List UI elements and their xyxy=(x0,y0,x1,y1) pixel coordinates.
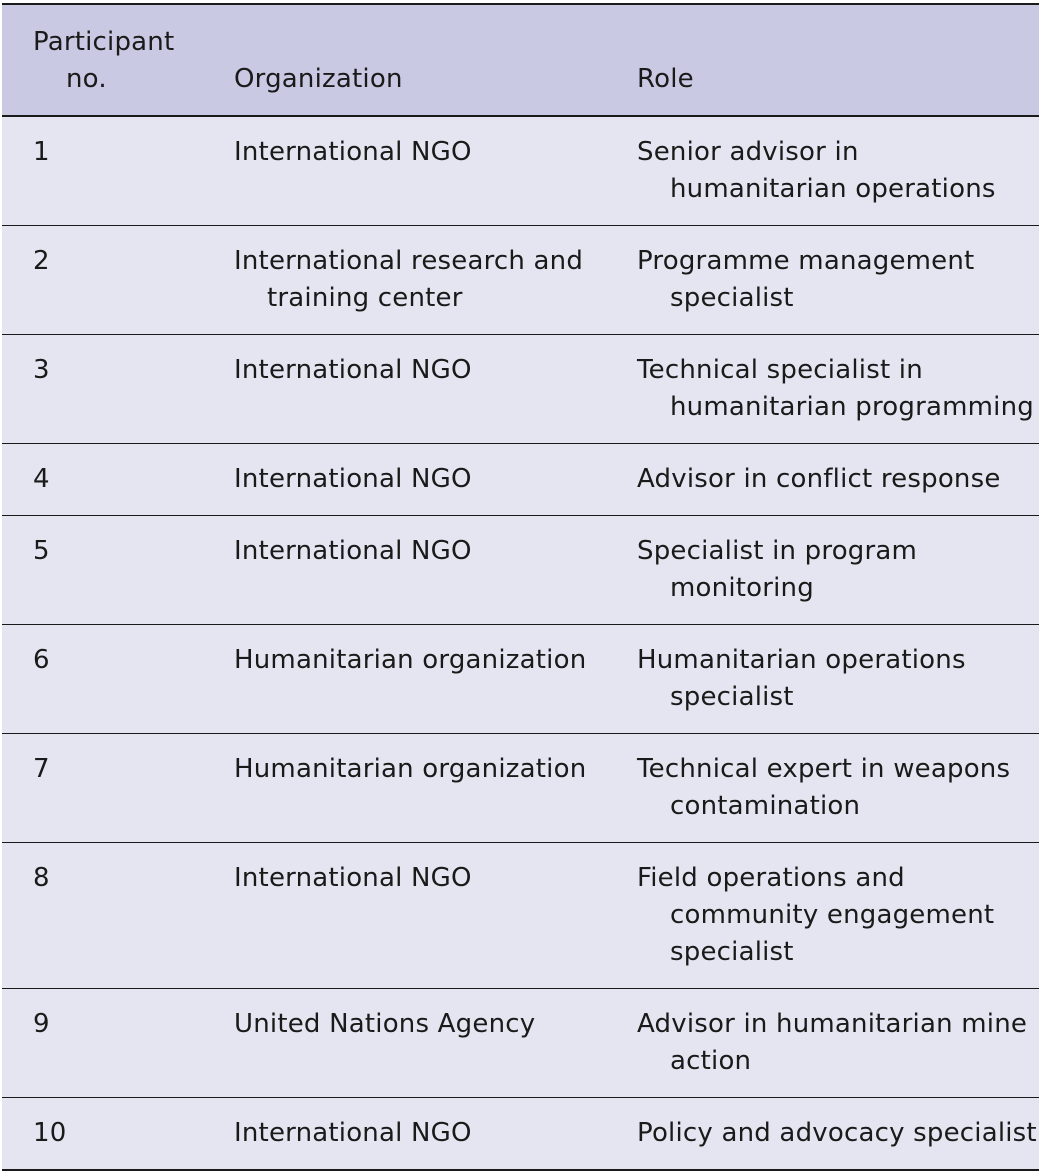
table-header xyxy=(2,4,1039,116)
participant-no-cell xyxy=(2,335,202,444)
organization-cell xyxy=(202,226,604,335)
participant-no: 7 xyxy=(33,754,50,784)
participant-no-cell xyxy=(2,116,202,226)
header-row xyxy=(2,4,1039,116)
participant-no-cell xyxy=(2,625,202,734)
role: Technical expert in weapons contamination xyxy=(637,754,1011,821)
participant-no-cell xyxy=(2,843,202,989)
organization-cell xyxy=(202,116,604,226)
header-organization-label: Organization xyxy=(234,64,403,94)
organization: International NGO xyxy=(234,137,472,167)
participant-no: 9 xyxy=(33,1009,50,1039)
participant-no: 8 xyxy=(33,863,50,893)
role-cell xyxy=(604,335,1039,444)
organization: International NGO xyxy=(234,355,472,385)
role: Senior advisor in humanitarian operations xyxy=(637,137,996,204)
participant-no: 6 xyxy=(33,645,50,675)
participant-no-cell xyxy=(2,989,202,1098)
role-cell xyxy=(604,1098,1039,1171)
role-cell xyxy=(604,734,1039,843)
organization: Humanitarian organization xyxy=(234,754,587,784)
table-row xyxy=(2,444,1039,516)
participant-no: 5 xyxy=(33,536,50,566)
organization: International NGO xyxy=(234,464,472,494)
organization: United Nations Agency xyxy=(234,1009,536,1039)
organization-cell xyxy=(202,734,604,843)
role: Specialist in program monitoring xyxy=(637,536,918,603)
role: Technical specialist in humanitarian programming xyxy=(637,355,1034,422)
participants-table xyxy=(2,3,1039,1171)
participant-no: 10 xyxy=(33,1118,67,1148)
organization-cell xyxy=(202,843,604,989)
table-row xyxy=(2,1098,1039,1171)
header-organization xyxy=(202,4,604,116)
organization: International NGO xyxy=(234,536,472,566)
table-row xyxy=(2,734,1039,843)
role-cell xyxy=(604,625,1039,734)
organization-cell xyxy=(202,1098,604,1171)
table-row xyxy=(2,226,1039,335)
role: Advisor in humanitarian mine action xyxy=(637,1009,1028,1076)
header-participant-no xyxy=(2,4,202,116)
role-cell xyxy=(604,843,1039,989)
role: Programme management specialist xyxy=(637,246,975,313)
organization-cell xyxy=(202,444,604,516)
participant-no-cell xyxy=(2,1098,202,1171)
participants-table-container xyxy=(2,3,1039,1171)
table-row xyxy=(2,625,1039,734)
role-cell xyxy=(604,116,1039,226)
participant-no-cell xyxy=(2,516,202,625)
role: Policy and advocacy specialist xyxy=(637,1118,1037,1148)
organization-cell xyxy=(202,335,604,444)
participant-no-cell xyxy=(2,444,202,516)
role: Humanitarian operations specialist xyxy=(637,645,966,712)
table-row xyxy=(2,516,1039,625)
participant-no: 3 xyxy=(33,355,50,385)
participant-no-cell xyxy=(2,734,202,843)
header-participant-no-label: Participant no. xyxy=(33,27,175,94)
role-cell xyxy=(604,226,1039,335)
organization: International research and training center xyxy=(234,246,584,313)
role-cell xyxy=(604,444,1039,516)
participant-no: 1 xyxy=(33,137,50,167)
participant-no: 2 xyxy=(33,246,50,276)
header-role-label: Role xyxy=(637,64,694,94)
organization: Humanitarian organization xyxy=(234,645,587,675)
participant-no-cell xyxy=(2,226,202,335)
organization: International NGO xyxy=(234,1118,472,1148)
table-row xyxy=(2,989,1039,1098)
table-row xyxy=(2,843,1039,989)
organization: International NGO xyxy=(234,863,472,893)
participant-no: 4 xyxy=(33,464,50,494)
role-cell xyxy=(604,516,1039,625)
role: Field operations and community engagement specialist xyxy=(637,863,995,967)
role: Advisor in conflict response xyxy=(637,464,1001,494)
table-row xyxy=(2,116,1039,226)
role-cell xyxy=(604,989,1039,1098)
organization-cell xyxy=(202,625,604,734)
table-body xyxy=(2,116,1039,1170)
header-role xyxy=(604,4,1039,116)
organization-cell xyxy=(202,989,604,1098)
table-row xyxy=(2,335,1039,444)
organization-cell xyxy=(202,516,604,625)
